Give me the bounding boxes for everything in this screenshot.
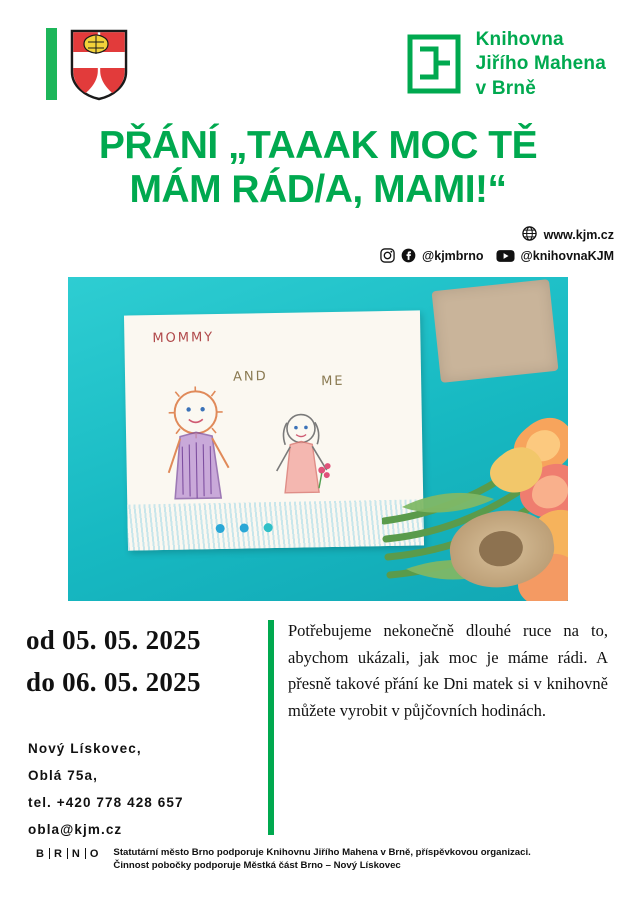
kjm-line-1: Knihovna [475, 29, 564, 50]
childrens-drawing-card [124, 310, 424, 550]
date-from: od 05. 05. 2025 [26, 625, 201, 655]
website-label[interactable]: www.kjm.cz [543, 228, 614, 242]
brno-city-logo [32, 846, 103, 860]
date-to: do 06. 05. 2025 [26, 666, 201, 697]
drawing-word-and: AND [232, 369, 268, 385]
branch-email[interactable]: obla@kjm.cz [28, 822, 123, 837]
drawing-figure-mother [161, 386, 239, 517]
kjm-logo [406, 28, 606, 101]
youtube-handle[interactable]: @knihovnaKJM [520, 248, 614, 263]
drawing-figure-child [274, 408, 332, 513]
footer-line-1: Statutární město Brno podporuje Knihovnu Jiřího Mahena v Brně, příspěvkovou organizaci. [113, 846, 531, 858]
website-row[interactable] [522, 226, 614, 244]
branch-contact [28, 735, 184, 843]
poster-header [0, 22, 636, 112]
brno-letter-r: R [53, 847, 63, 860]
brno-coat-of-arms-icon [69, 28, 129, 102]
drawing-dot [216, 524, 225, 533]
drawing-dot [264, 523, 273, 532]
brno-letter-n: N [71, 847, 81, 860]
facebook-icon[interactable] [401, 248, 416, 263]
footer-line-2: Činnost pobočky podporuje Městká část Brno – Nový Lískovec [113, 859, 401, 871]
tulip-bouquet [382, 277, 568, 601]
green-accent-bar [46, 28, 57, 100]
brno-letter-b: B [36, 847, 45, 860]
kjm-book-icon [406, 33, 462, 95]
drawing-word-mommy: MOMMY [152, 330, 215, 347]
event-photo [68, 277, 568, 601]
branch-street: Oblá 75a, [28, 768, 98, 783]
kjm-logo-text [476, 28, 606, 101]
green-vertical-divider [268, 620, 274, 835]
social-handle[interactable]: @kjmbrno [422, 248, 484, 263]
drawing-ground-scribble [127, 499, 424, 550]
social-row [380, 248, 614, 263]
poster-title [0, 124, 636, 212]
brno-crest-block [46, 28, 129, 102]
poster-title-line-1: PŘÁNÍ „TAAAK MOC TĚ [98, 124, 538, 167]
footer-sponsor-text [113, 846, 530, 872]
globe-icon [522, 226, 537, 244]
branch-phone[interactable]: tel. +420 778 428 657 [28, 795, 184, 810]
drawing-dot [240, 523, 249, 532]
kjm-line-2: Jiřího Mahena [475, 53, 606, 75]
youtube-icon[interactable] [496, 249, 515, 263]
branch-name: Nový Lískovec, [28, 741, 142, 756]
kjm-line-3: v Brně [475, 77, 536, 99]
poster-title-line-2: MÁM RÁD/A, MAMI!“ [129, 168, 507, 212]
instagram-icon[interactable] [380, 248, 395, 263]
brno-letter-o: O [89, 847, 100, 860]
event-dates [26, 620, 201, 704]
poster-footer [32, 846, 604, 872]
event-description: Potřebujeme nekonečně dlouhé ruce na to, abychom ukázali, jak moc je máme rádi. A přesně takové přání ke Dni matek si v knihovně můžete vyrobit v půjčovních hodinách. [288, 621, 608, 721]
drawing-word-me: ME [321, 373, 345, 390]
